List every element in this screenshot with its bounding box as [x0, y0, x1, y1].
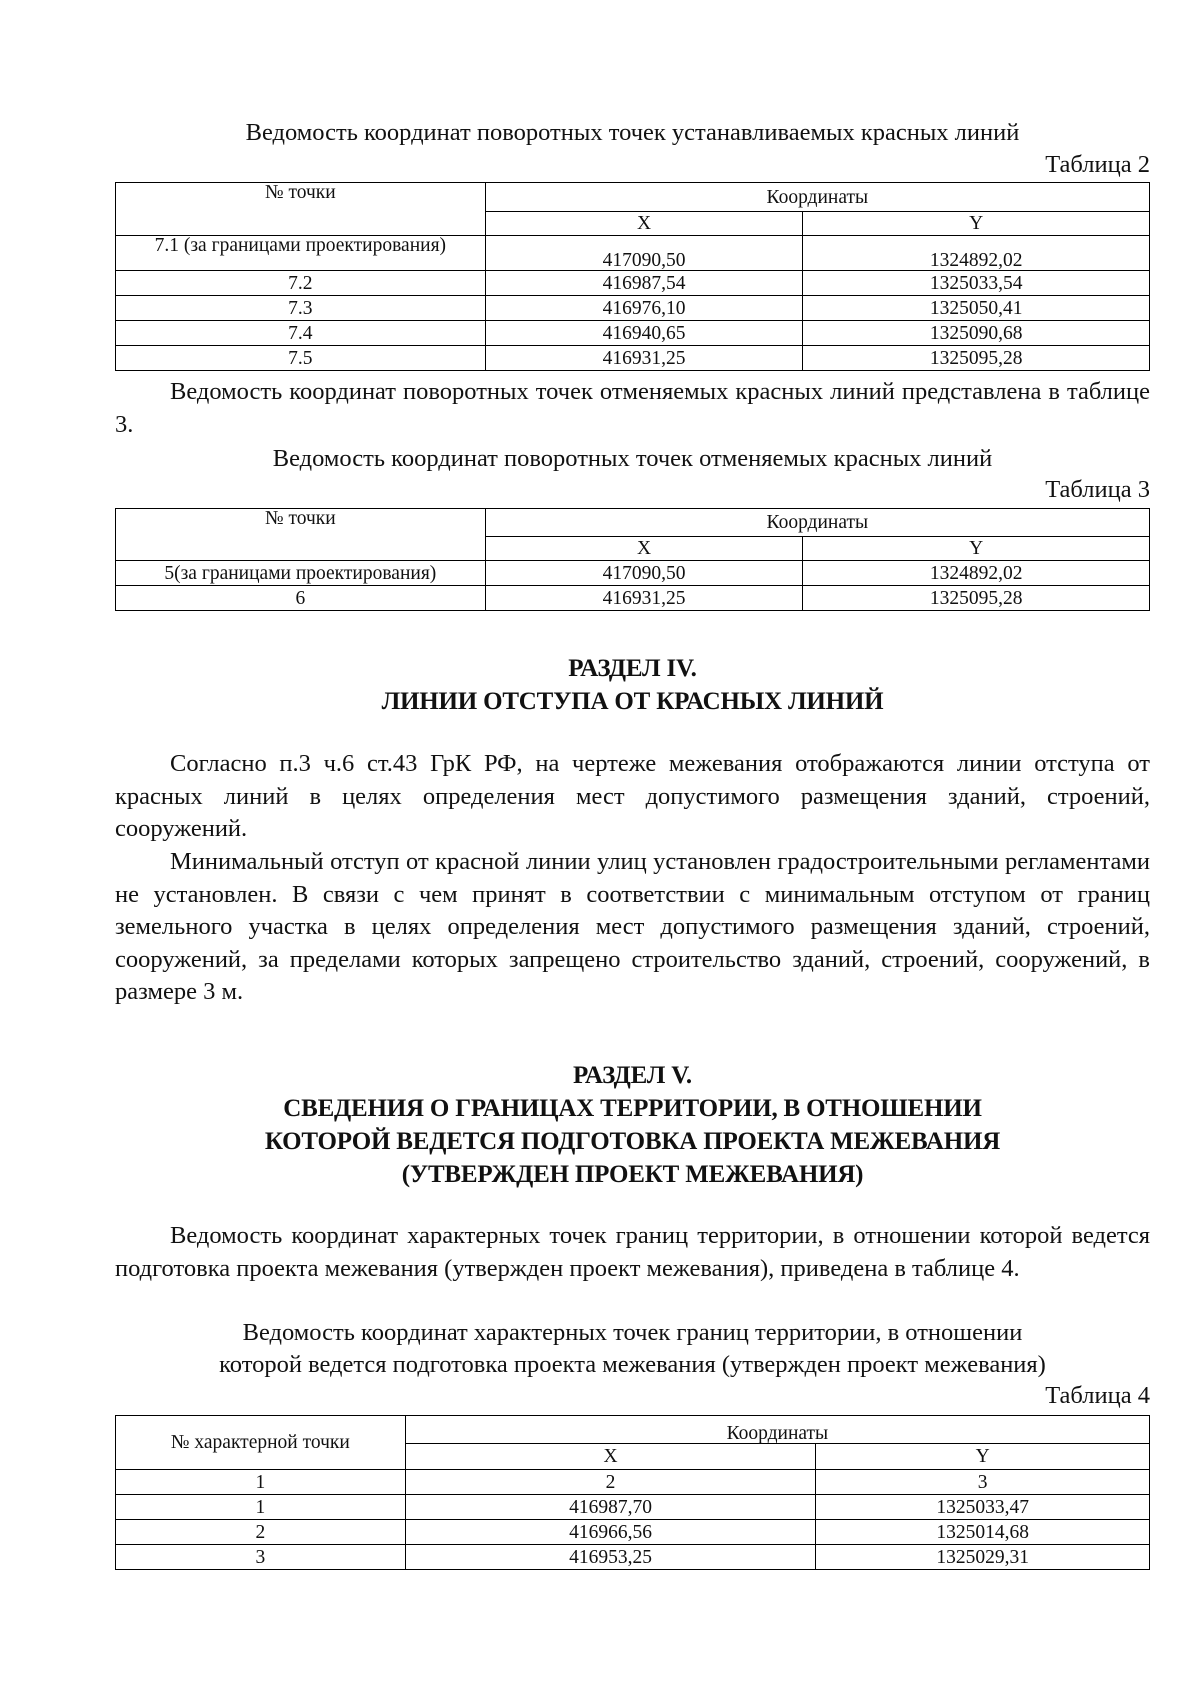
table2-y: 1325050,41 — [803, 296, 1150, 321]
section5-subtitle-line2: КОТОРОЙ ВЕДЕТСЯ ПОДГОТОВКА ПРОЕКТА МЕЖЕВАНИЯ — [264, 1128, 1001, 1155]
table2-point: 7.3 — [116, 296, 486, 321]
table3-reference-paragraph: Ведомость координат поворотных точек отменяемых красных линий представлена в таблице 3. — [115, 378, 1150, 438]
section4-heading — [115, 652, 1150, 718]
table4-x: 416966,56 — [405, 1520, 816, 1545]
table4-point: 2 — [116, 1520, 406, 1545]
table2-point: 7.1 (за границами проектирования) — [116, 236, 486, 271]
table-row — [116, 1495, 1150, 1520]
table2-y: 1324892,02 — [803, 236, 1150, 271]
table4-col-coords: Координаты — [405, 1416, 1149, 1444]
table4-point: 1 — [116, 1495, 406, 1520]
table3-col-x: X — [485, 537, 803, 561]
table2-x: 416987,54 — [485, 271, 803, 296]
table2-x: 416976,10 — [485, 296, 803, 321]
table-row — [116, 586, 1150, 611]
table2-col-coords: Координаты — [485, 183, 1149, 212]
table4 — [115, 1415, 1150, 1570]
table-row — [116, 561, 1150, 586]
table2-col-y: Y — [803, 212, 1150, 236]
table3-y: 1325095,28 — [803, 586, 1150, 611]
table4-number: Таблица 4 — [1045, 1382, 1150, 1409]
table3-point: 6 — [116, 586, 486, 611]
table-row — [116, 271, 1150, 296]
table-row — [116, 321, 1150, 346]
table4-col-number-3: 3 — [816, 1470, 1150, 1495]
table3-x: 416931,25 — [485, 586, 803, 611]
section4-paragraph-1: Согласно п.3 ч.6 ст.43 ГрК РФ, на чертеже межевания отображаются линии отступа от красных линий в целях определения мест допустимого размещения зданий, строений, сооружений. — [115, 750, 1150, 842]
table3-x: 417090,50 — [485, 561, 803, 586]
table2-point: 7.2 — [116, 271, 486, 296]
table4-x: 416953,25 — [405, 1545, 816, 1570]
section4-title: РАЗДЕЛ IV. — [568, 655, 697, 682]
table2-x: 416931,25 — [485, 346, 803, 371]
table2-point: 7.5 — [116, 346, 486, 371]
table4-point: 3 — [116, 1545, 406, 1570]
table3-point: 5(за границами проектирования) — [116, 561, 486, 586]
section5-subtitle-line1: СВЕДЕНИЯ О ГРАНИЦАХ ТЕРРИТОРИИ, В ОТНОШЕНИИ — [283, 1095, 982, 1122]
table4-col-number-2: 2 — [405, 1470, 816, 1495]
section4-paragraph-2: Минимальный отступ от красной линии улиц установлен градостроительными регламентами не установлен. В связи с чем принят в соответствии с минимальным отступом от границ земельного участка в целях определения мест допустимого размещения зданий, строений, сооружений, за пределами которых запрещено строительство зданий, строений, сооружений, в размере 3 м. — [115, 848, 1150, 1005]
table4-col-x: X — [405, 1444, 816, 1470]
section5-paragraph-1: Ведомость координат характерных точек границ территории, в отношении которой ведется подготовка проекта межевания (утвержден проект межевания), приведена в таблице 4. — [115, 1222, 1150, 1282]
table4-y: 1325014,68 — [816, 1520, 1150, 1545]
table3-col-point: № точки — [116, 509, 486, 561]
table4-col-point: № характерной точки — [116, 1416, 406, 1470]
table3-caption: Ведомость координат поворотных точек отменяемых красных линий — [272, 445, 993, 472]
section5-heading — [115, 1059, 1150, 1191]
table4-col-number-1: 1 — [116, 1470, 406, 1495]
table4-col-y: Y — [816, 1444, 1150, 1470]
table4-y: 1325033,47 — [816, 1495, 1150, 1520]
table2-y: 1325033,54 — [803, 271, 1150, 296]
table2-x: 416940,65 — [485, 321, 803, 346]
table3-col-y: Y — [803, 537, 1150, 561]
table-row — [116, 1520, 1150, 1545]
table-row — [116, 346, 1150, 371]
table2-col-x: X — [485, 212, 803, 236]
table4-x: 416987,70 — [405, 1495, 816, 1520]
table2-x: 417090,50 — [485, 236, 803, 271]
table4-caption-line2: которой ведется подготовка проекта межевания (утвержден проект межевания) — [219, 1351, 1046, 1378]
section5-subtitle-line3: (УТВЕРЖДЕН ПРОЕКТ МЕЖЕВАНИЯ) — [401, 1161, 864, 1188]
table2-number: Таблица 2 — [1045, 151, 1150, 178]
section4-subtitle: ЛИНИИ ОТСТУПА ОТ КРАСНЫХ ЛИНИЙ — [381, 688, 884, 715]
table2-col-point: № точки — [116, 183, 486, 236]
table2-point: 7.4 — [116, 321, 486, 346]
table-row — [116, 296, 1150, 321]
table-row — [116, 236, 1150, 271]
table3-y: 1324892,02 — [803, 561, 1150, 586]
table3-number: Таблица 3 — [1045, 476, 1150, 503]
table2-y: 1325095,28 — [803, 346, 1150, 371]
table3 — [115, 508, 1150, 611]
table2-y: 1325090,68 — [803, 321, 1150, 346]
table3-col-coords: Координаты — [485, 509, 1149, 537]
document-page — [115, 0, 1150, 1697]
table-row — [116, 1545, 1150, 1570]
table4-caption-line1: Ведомость координат характерных точек границ территории, в отношении — [242, 1319, 1023, 1346]
table2 — [115, 182, 1150, 371]
table4-y: 1325029,31 — [816, 1545, 1150, 1570]
table2-caption: Ведомость координат поворотных точек устанавливаемых красных линий — [245, 119, 1020, 146]
section5-title: РАЗДЕЛ V. — [573, 1062, 692, 1089]
